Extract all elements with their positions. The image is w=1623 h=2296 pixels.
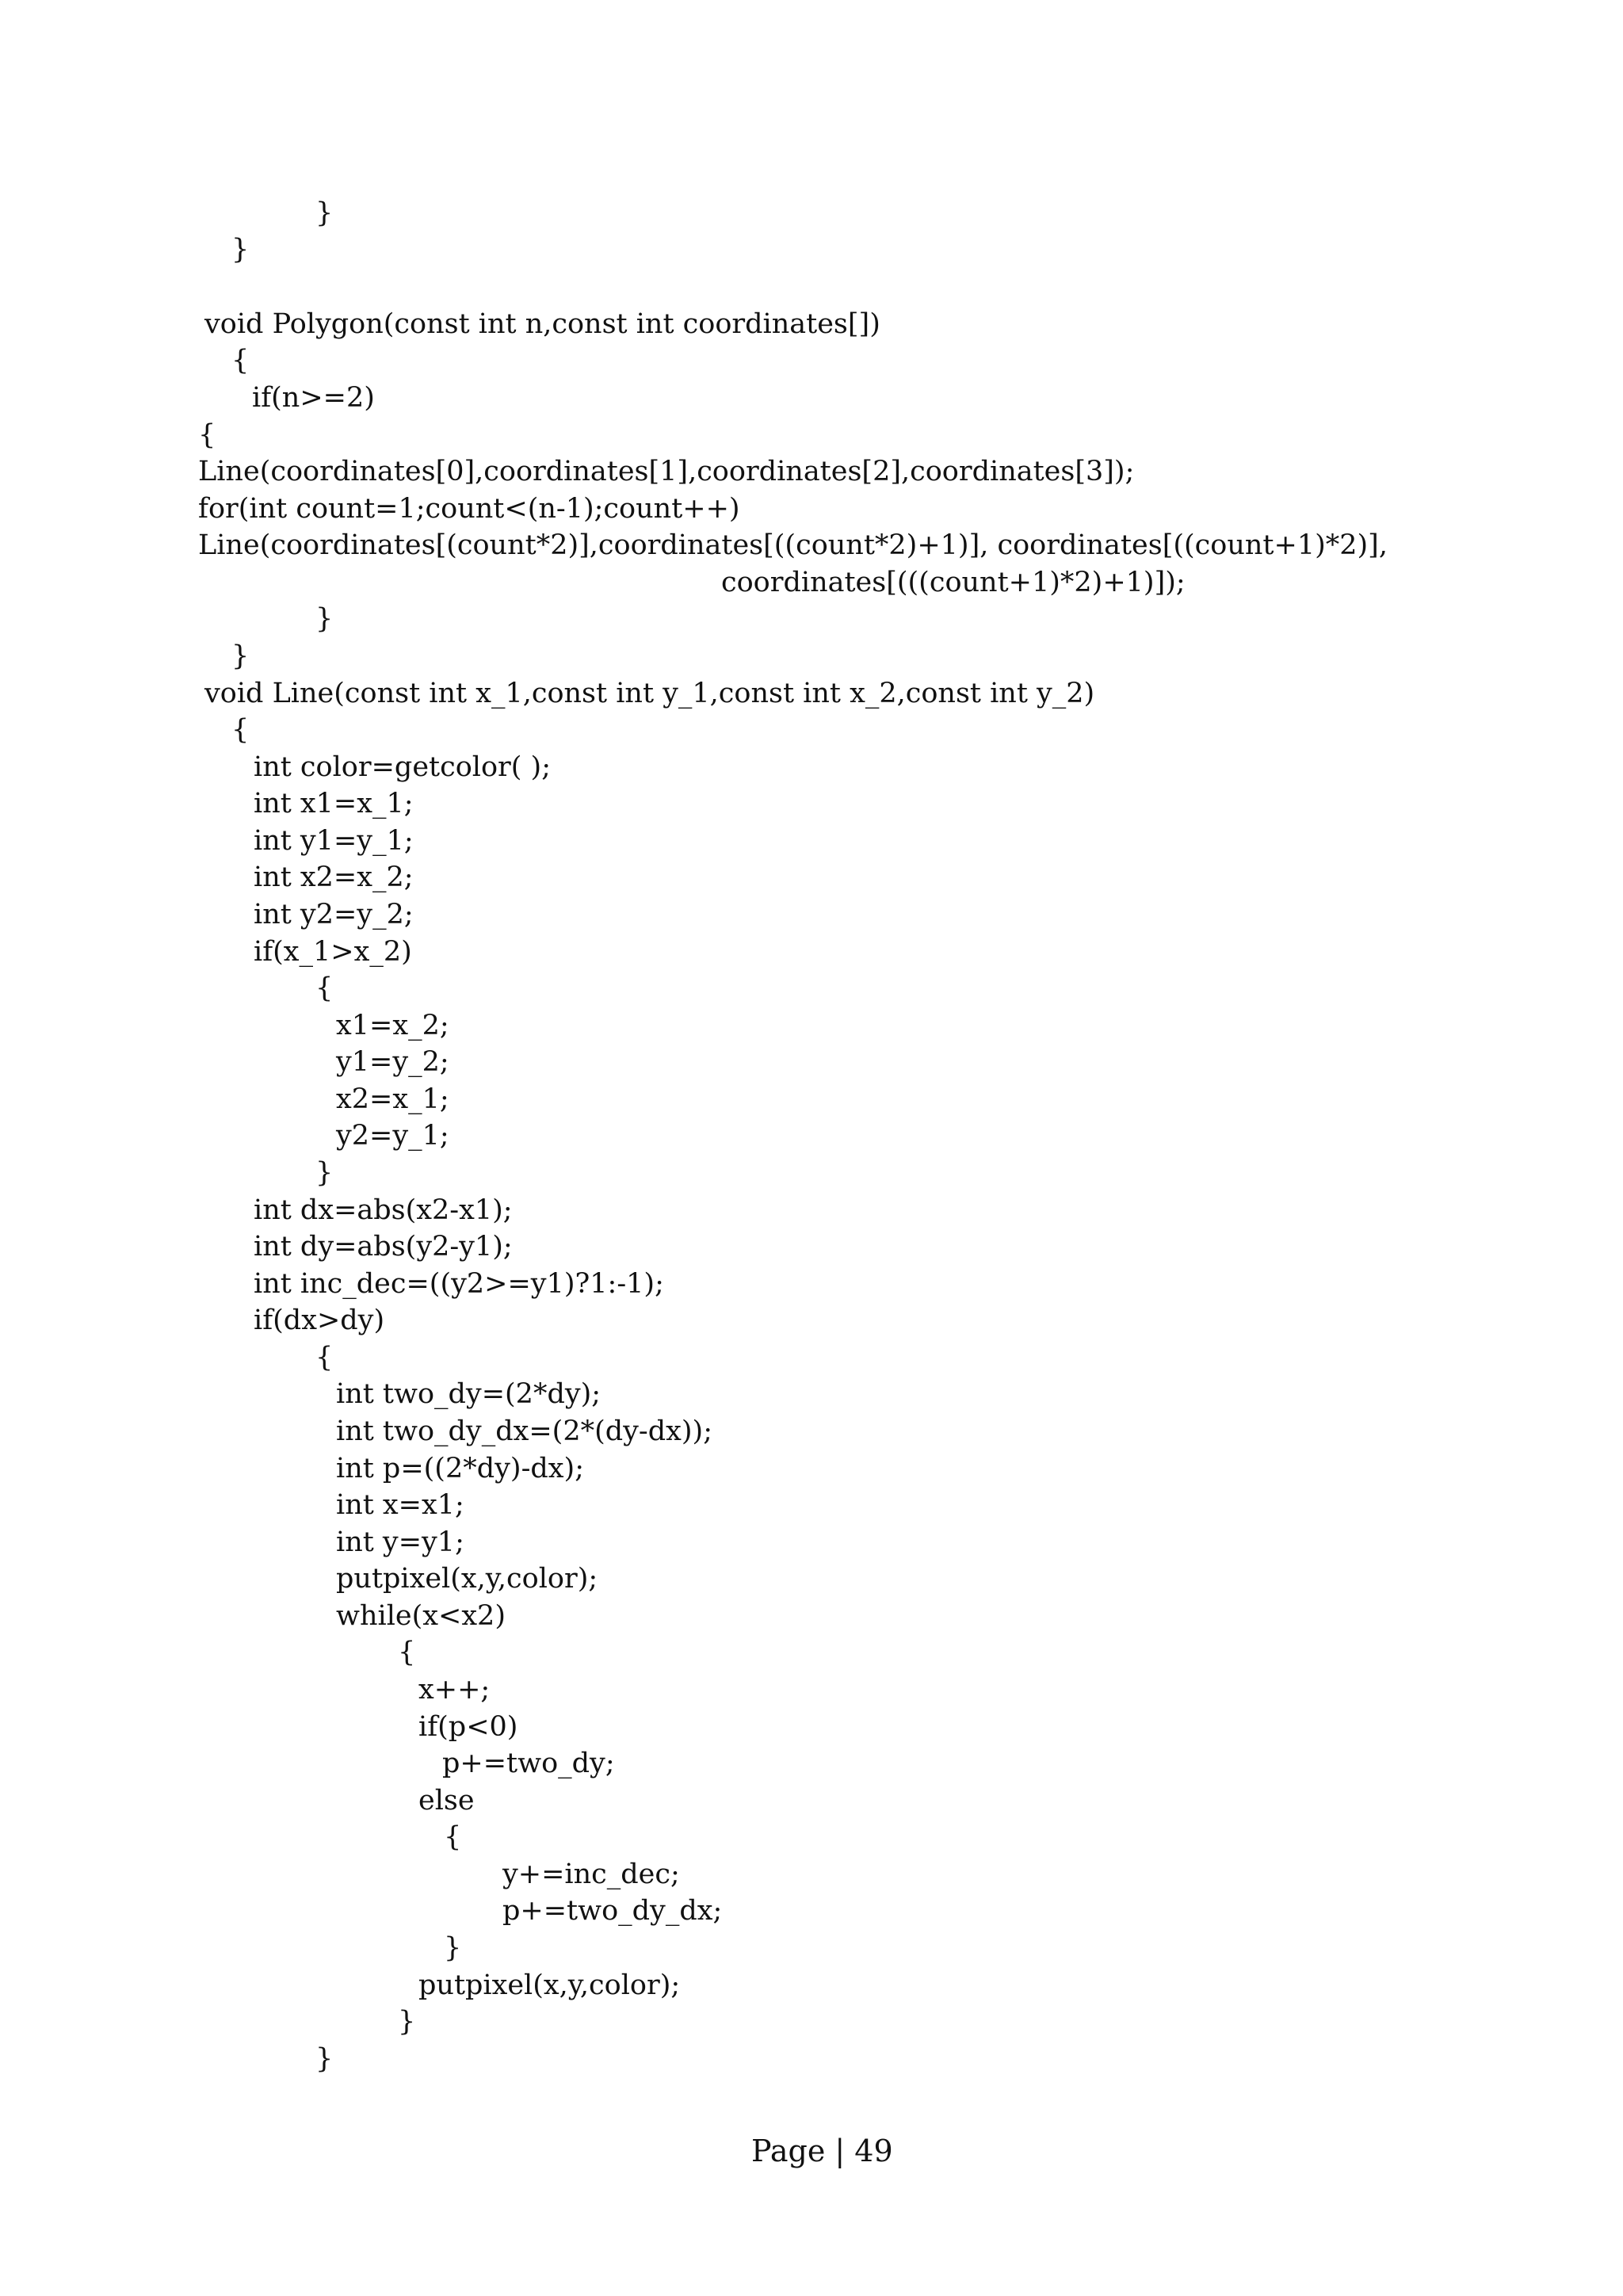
code-line: int two_dy_dx=(2*(dy-dx)); [336, 1415, 712, 1447]
page-number: Page | 49 [751, 2134, 893, 2168]
code-line: int x1=x_1; [254, 788, 414, 819]
code-line: { [398, 1637, 416, 1668]
code-line: { [315, 1342, 334, 1373]
code-line: x1=x_2; [336, 1010, 449, 1041]
code-line: if(x_1>x_2) [254, 936, 412, 968]
code-line: int color=getcolor( ); [254, 751, 552, 783]
code-line: y2=y_1; [336, 1120, 449, 1152]
code-line: int two_dy=(2*dy); [336, 1378, 601, 1410]
code-line: } [315, 603, 334, 635]
code-line: } [315, 2043, 334, 2075]
code-line: int dy=abs(y2-y1); [254, 1231, 513, 1263]
code-line: int dx=abs(x2-x1); [254, 1194, 513, 1226]
code-line: void Line(const int x_1,const int y_1,const int x_2,const int y_2) [204, 678, 1095, 709]
code-line: if(n>=2) [252, 382, 375, 414]
code-line: } [315, 1157, 334, 1189]
code-line: x++; [418, 1674, 491, 1706]
code-line: int y=y1; [336, 1526, 464, 1558]
code-line: void Polygon(const int n,const int coordinates[]) [204, 308, 880, 340]
code-line: { [231, 345, 250, 376]
code-line: putpixel(x,y,color); [336, 1563, 598, 1595]
code-line: x2=x_1; [336, 1083, 449, 1115]
code-line: { [231, 714, 250, 746]
code-line: y1=y_2; [336, 1046, 449, 1078]
code-line: coordinates[(((count+1)*2)+1)]); [721, 567, 1186, 598]
code-line: while(x<x2) [336, 1600, 506, 1632]
code-line: Line(coordinates[(count*2)],coordinates[((count*2)+1)], coordinates[((count+1)*2)], [198, 529, 1388, 561]
code-line: int y1=y_1; [254, 825, 414, 857]
code-line: } [315, 197, 334, 229]
code-line: } [398, 2006, 416, 2038]
code-line: for(int count=1;count<(n-1);count++) [198, 493, 740, 525]
code-line: int inc_dec=((y2>=y1)?1:-1); [254, 1268, 664, 1300]
code-line: } [231, 640, 250, 672]
code-line: p+=two_dy_dx; [502, 1895, 723, 1927]
code-line: Line(coordinates[0],coordinates[1],coordinates[2],coordinates[3]); [198, 456, 1135, 487]
code-line: int x=x1; [336, 1489, 464, 1521]
code-line: int p=((2*dy)-dx); [336, 1453, 584, 1484]
code-line: putpixel(x,y,color); [418, 1969, 681, 2001]
code-line: y+=inc_dec; [502, 1859, 680, 1890]
code-line: } [444, 1932, 462, 1964]
code-line: int x2=x_2; [254, 861, 414, 893]
code-line: { [315, 972, 334, 1004]
code-line: } [231, 234, 250, 266]
code-line: p+=two_dy; [442, 1748, 615, 1779]
code-line: else [418, 1785, 475, 1817]
code-line: { [198, 419, 216, 451]
code-line: if(p<0) [418, 1711, 518, 1743]
code-line: if(dx>dy) [254, 1305, 385, 1336]
code-line: { [444, 1821, 462, 1853]
code-line: int y2=y_2; [254, 899, 414, 930]
